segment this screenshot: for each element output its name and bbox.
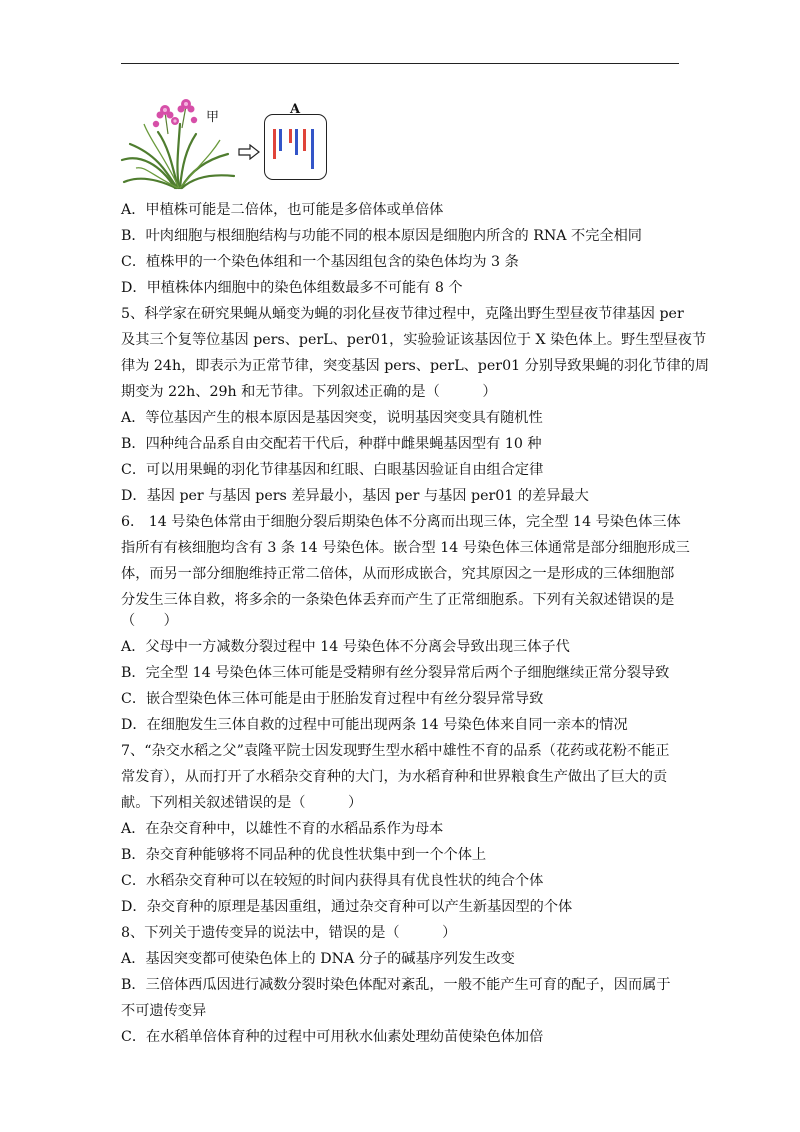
text-line: B．四种纯合品系自由交配若干代后，种群中雌果蝇基因型有 10 种: [121, 436, 542, 452]
right-arrow-icon: [238, 144, 260, 160]
text-line: C．可以用果蝇的羽化节律基因和红眼、白眼基因验证自由组合定律: [121, 462, 544, 478]
text-line: 指所有有核细胞均含有 3 条 14 号染色体。嵌合型 14 号染色体三体通常是部分细胞形成三: [121, 540, 690, 556]
chromosome-red-1: [273, 129, 276, 159]
text-line: 期变为 22h、29h 和无节律。下列叙述正确的是（ ）: [121, 384, 497, 400]
orchid-plant-image: [120, 94, 235, 190]
text-line: D．甲植株体内细胞中的染色体组数最多不可能有 8 个: [121, 280, 463, 296]
chromosome-red-3: [303, 129, 306, 151]
chromosome-red-2: [289, 129, 292, 143]
text-line: B．完全型 14 号染色体三体可能是受精卵有丝分裂异常后两个子细胞继续正常分裂导致: [121, 665, 670, 681]
text-line: A．等位基因产生的根本原因是基因突变，说明基因突变具有随机性: [121, 410, 543, 426]
text-line: A．甲植株可能是二倍体，也可能是多倍体或单倍体: [121, 202, 444, 218]
text-line: 分发生三体自救，将多余的一条染色体丢弃而产生了正常细胞系。下列有关叙述错误的是: [121, 592, 675, 608]
text-line: A．基因突变都可使染色体上的 DNA 分子的碱基序列发生改变: [121, 951, 515, 967]
chromosome-blue-3: [311, 129, 314, 169]
text-line: C．植株甲的一个染色体组和一个基因组包含的染色体均为 3 条: [121, 254, 519, 270]
text-line: （ ）: [121, 613, 178, 629]
cell-label: A: [290, 102, 301, 117]
text-line: 6． 14 号染色体常由于细胞分裂后期染色体不分离而出现三体，完全型 14 号染色体三体: [121, 514, 681, 530]
text-line: 8、下列关于遗传变异的说法中，错误的是（ ）: [121, 925, 457, 941]
text-line: B．叶肉细胞与根细胞结构与功能不同的根本原因是细胞内所含的 RNA 不完全相同: [121, 228, 642, 244]
text-line: 7、“杂交水稻之父”袁隆平院士因发现野生型水稻中雄性不育的品系（花药或花粉不能正: [121, 743, 670, 759]
text-line: 律为 24h，即表示为正常节律，突变基因 pers、perL、per01 分别导致果蝇的羽化节律的周: [121, 358, 710, 374]
text-line: C．在水稻单倍体育种的过程中可用秋水仙素处理幼苗使染色体加倍: [121, 1029, 544, 1045]
text-line: 献。下列相关叙述错误的是（ ）: [121, 795, 363, 811]
text-line: 5、科学家在研究果蝇从蛹变为蝇的羽化昼夜节律过程中，克隆出野生型昼夜节律基因 per: [121, 306, 684, 322]
question-figure: [120, 94, 350, 190]
text-line: B．三倍体西瓜因进行减数分裂时染色体配对紊乱，一般不能产生可育的配子，因而属于: [121, 977, 671, 993]
chromosome-blue-1: [279, 129, 282, 151]
text-line: D．杂交育种的原理是基因重组，通过杂交育种可以产生新基因型的个体: [121, 899, 573, 915]
text-line: C．嵌合型染色体三体可能是由于胚胎发育过程中有丝分裂异常导致: [121, 691, 544, 707]
text-line: D．在细胞发生三体自救的过程中可能出现两条 14 号染色体来自同一亲本的情况: [121, 717, 628, 733]
chromosome-blue-2: [295, 129, 298, 155]
text-line: D．基因 per 与基因 pers 差异最小，基因 per 与基因 per01 的差异最大: [121, 488, 589, 504]
plant-label: 甲: [206, 110, 220, 125]
text-line: B．杂交育种能够将不同品种的优良性状集中到一个个体上: [121, 847, 487, 863]
text-line: A．在杂交育种中，以雄性不育的水稻品系作为母本: [121, 821, 444, 837]
header-rule: [121, 63, 679, 64]
text-line: C．水稻杂交育种可以在较短的时间内获得具有优良性状的纯合个体: [121, 873, 544, 889]
text-line: 不可遗传变异: [121, 1003, 207, 1019]
chromosome-box: [264, 114, 327, 180]
text-line: 及其三个复等位基因 pers、perL、per01，实验验证该基因位于 X 染色体上。野生型昼夜节: [121, 332, 707, 348]
text-line: 体，而另一部分细胞维持正常二倍体，从而形成嵌合，究其原因之一是形成的三体细胞部: [121, 566, 675, 582]
text-line: A．父母中一方减数分裂过程中 14 号染色体不分离会导致出现三体子代: [121, 639, 570, 655]
text-line: 常发育），从而打开了水稻杂交育种的大门，为水稻育种和世界粮食生产做出了巨大的贡: [121, 769, 668, 785]
